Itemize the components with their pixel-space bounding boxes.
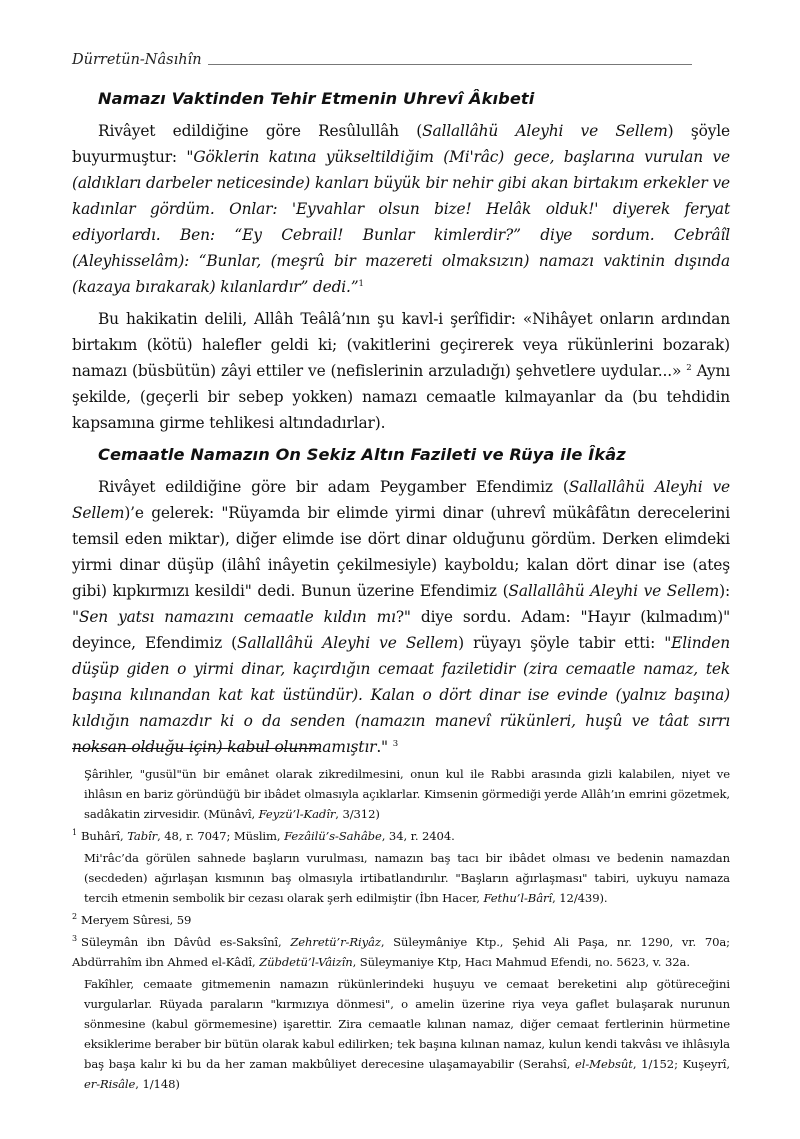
text-run: )’e gelerek: "Rüyamda bir elimde yirmi dinar (uhrevî mükâfâtın derecelerini temsil eden miktar), diğer elimde ise dört dinar olduğunu gördüm. Derken elimdeki yirmi dinar düşüp (ilâhî inâyetin çekilmesiyle) kayboldu; kalan dört dinar ise (ateş gibi) kıpkırmızı kesildi" dedi. Bunun üzerine Efendimiz ( [72, 504, 730, 600]
text-run: Rivâyet edildiğine göre bir adam Peygamber Efendimiz ( [98, 478, 569, 496]
text-run: Mi'râc’da görülen sahnede başların vurulması, namazın baş tacı bir ibâdet olması ve bedenin namazdan (secdeden) ağırlaşan kısmının baş olmasıyla irtibatlandırılır. "Başların ağırlaşması" tabiri, uykuyu namaza tercih etmenin sembolik bir cezası olarak şerh edilmiştir (İbn Hacer, [84, 851, 730, 905]
footnote-commentary [72, 848, 730, 908]
salawat-text: Sallallâhü Aleyhi ve Sellem [508, 582, 720, 600]
text-run: , Süleymaniye Ktp, Hacı Mahmud Efendi, no. 5623, v. 32a. [352, 955, 690, 969]
text-run: ) şöyle buyurmuştur: " [72, 122, 730, 166]
footnote [72, 932, 730, 972]
text-run: Meryem Sûresi, 59 [81, 913, 192, 927]
source-title: Zehretü’r-Riyâz [290, 935, 381, 949]
footnote-commentary [72, 974, 730, 1094]
footnote-ref[interactable]: 1 [358, 278, 364, 289]
source-title: Feyzü’l-Kadîr [258, 807, 336, 821]
text-run: Buhârî, [81, 829, 128, 843]
source-title: el-Mebsût [575, 1057, 633, 1071]
source-title: er-Risâle [84, 1077, 136, 1091]
text-run: Fakîhler, cemaate gitmemenin namazın rükünlerindeki huşuyu ve cemaat bereketini alıp götüreceğini vurgularlar. Rüyada paraların "kırmızıya dönmesi", o amelin üzerine riya veya gaflet bulaşarak nurunun sönmesine (kabul görmemesine) işarettir. Zira cemaatle kılınan namaz, diğer cemaat fertlerinin hürmetine eksiklerime beraber bir bütün olarak kabul edilirken; tek başına kılınan namaz, kulun kendi takvâsı ve ihlâsıyla baş başa kalır ki bu da her zaman makbûliyet derecesine ulaşamayabilir (Serahsî, [84, 977, 730, 1071]
text-run: ) rüyayı şöyle tabir etti: " [458, 634, 672, 652]
footnote [72, 910, 730, 930]
footnote-separator [72, 748, 320, 749]
footnote-number: 2 [72, 912, 77, 922]
text-run: Aynı şekilde, (geçerli bir sebep yokken) namazı cemaatle kılmayanlar da (bu tehdidin kapsamına girme tehlikesi altındadırlar). [72, 362, 730, 432]
text-run: , 1/148) [135, 1077, 180, 1091]
source-title: Fezâilü’s-Sahâbe [284, 829, 382, 843]
text-run: ): " [72, 582, 730, 626]
footnote-number: 1 [72, 828, 77, 838]
hadith-quote: Göklerin katına yükseltildiğim (Mi'râc) gece, başlarına vurulan ve (aldıkları darbeler neticesinde) kanları büyük bir nehir gibi akan birtakım erkekler ve kadınlar gördüm. Onlar: 'Eyvahlar olsun bize! Helâk olduk!' diyerek feryat ediyorlardı. Ben: “Ey Cebrail! Bunlar kimlerdir?” diye sordum. Cebrâîl (Aleyhisselâm): “Bunlar, (meşrû bir mazereti olmaksızın) namazı vaktinin dışında (kazaya bırakarak) kılanlardır” dedi.” [72, 148, 730, 296]
text-run: Süleymân ibn Dâvûd es-Saksînî, [81, 935, 291, 949]
text-run: , Süleymâniye Ktp., Şehid Ali Paşa, nr. 1290, vr. 70a; Abdürrahîm ibn Ahmed el-Kâdî, [72, 935, 730, 969]
salawat-text: Sallallâhü Aleyhi ve Sellem [422, 122, 668, 140]
source-title: Tabîr [127, 829, 158, 843]
section-heading: Namazı Vaktinden Tehir Etmenin Uhrevî Âkıbeti [98, 89, 535, 108]
text-run: ." [376, 738, 393, 756]
text-run: ?" diye sordu. Adam: "Hayır (kılmadım)" deyince, Efendimiz ( [72, 608, 731, 652]
paragraph [72, 306, 730, 436]
section-heading: Cemaatle Namazın On Sekiz Altın Fazileti ve Rüya ile Îkâz [98, 445, 626, 464]
hadith-quote: Sen yatsı namazını cemaatle kıldın mı [78, 608, 396, 626]
paragraph [72, 118, 730, 300]
footnotes [72, 764, 730, 1096]
hadith-quote: Elinden düşüp giden o yirmi dinar, kaçırdığın cemaat faziletidir (zira cemaatle namaz, tek başına kılınandan kat kat üstündür). Kalan o dört dinar ise evinde (yalnız başına) kıldığın namazdır ki o da senden (namazın manevî rükünleri, huşû ve tâat sırrı noksan olduğu için) kabul olunmamıştır [72, 634, 730, 756]
text-run: , 48, r. 7047; Müslim, [157, 829, 285, 843]
footnote [72, 826, 730, 846]
footnote-ref[interactable]: 3 [392, 738, 398, 749]
text-run: Şârihler, "gusül"ün bir emânet olarak zikredilmesini, onun kul ile Rabbi arasında gizli kalabilen, niyet ve ihlâsın en bariz göründüğü bir ibâdet olmasıyla açıklarlar. Kimsenin görmediği yerde Allâh’ın emrini gözetmek, sadâkatin zirvesidir. (Münâvî, [84, 767, 730, 821]
running-head: Dürretün-Nâsıhîn [72, 52, 208, 68]
paragraph [72, 474, 730, 760]
text-run: , 3/312) [335, 807, 380, 821]
salawat-text: Sallallâhü Aleyhi ve Sellem [72, 478, 730, 522]
text-run: Rivâyet edildiğine göre Resûlullâh ( [98, 122, 423, 140]
page-header [72, 52, 692, 74]
footnote-number: 3 [72, 934, 77, 944]
salawat-text: Sallallâhü Aleyhi ve Sellem [237, 634, 459, 652]
footnote-ref[interactable]: 2 [686, 362, 692, 373]
text-run: , 1/152; Kuşeyrî, [632, 1057, 730, 1071]
source-title: Fethu’l-Bârî [483, 891, 553, 905]
text-run: , 34, r. 2404. [381, 829, 455, 843]
main-text [72, 86, 730, 766]
footnote-commentary [72, 764, 730, 824]
text-run: , 12/439). [552, 891, 608, 905]
text-run: Bu hakikatin delili, Allâh Teâlâ’nın şu kavl-i şerîfidir: «Nihâyet onların ardından birtakım (kötü) halefler geldi ki; (vakitlerini geçirerek veya rükünlerini bozarak) namazı (büsbütün) zâyi ettiler ve (nefislerinin arzuladığı) şehvetlere uydular...» [72, 310, 730, 380]
source-title: Zübdetü’l-Vâizîn [259, 955, 353, 969]
